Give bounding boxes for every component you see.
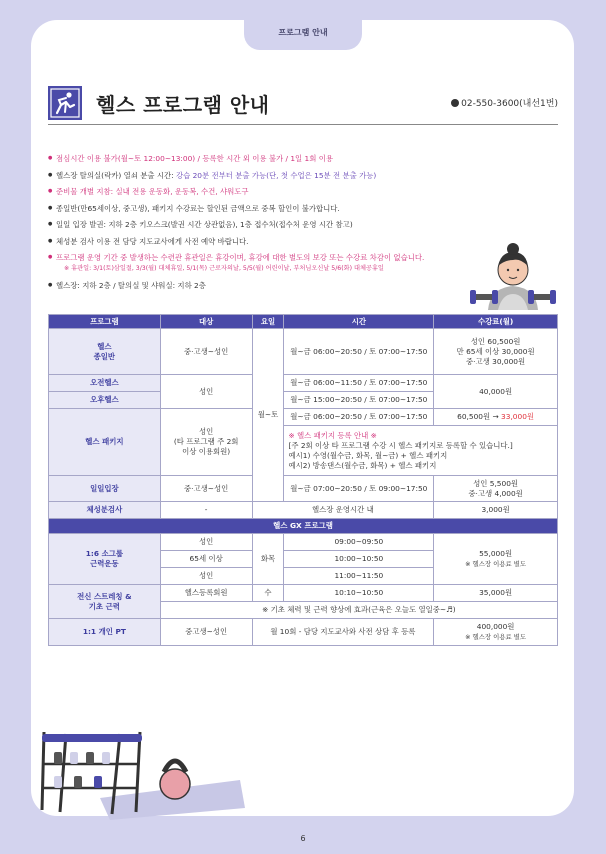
table-row [49,534,558,551]
program-name: 일일입장 [49,476,161,502]
target-cell: 성인 [160,534,252,551]
fee-line: 성인 60,500원 [470,336,521,346]
fee-cell [434,409,558,426]
note-line: ※ 헬스 패키지 등록 안내 ※ [288,430,377,440]
time-cell: 헬스장 운영시간 내 [252,502,434,519]
fee-note: ※ 헬스장 이용료 별도 [465,633,527,641]
phone-icon [451,99,459,107]
target-cell: 성인 [160,568,252,585]
program-name: 헬스 패키지 [49,409,161,476]
fee-cell [434,619,558,646]
table-row [49,619,558,646]
list-item: ● 일일 입장 발권: 지하 2층 키오스크(발권 시간 상관없음), 1층 접수처(접수처 운영 시간 참고) [48,218,468,235]
program-name: 체성분검사 [49,502,161,519]
header-time: 시간 [284,315,434,329]
page-number: 6 [300,834,306,843]
table-row [49,476,558,502]
program-name: 오후헬스 [49,392,161,409]
program-table [48,314,558,646]
program-name: 헬스 종일반 [49,329,161,375]
table-row [49,502,558,519]
gx-title-row [49,519,558,534]
program-name: 1:1 개인 PT [49,619,161,646]
table-row [49,375,558,392]
time-cell: 10:00~10:50 [284,551,434,568]
table-row [49,585,558,602]
header-program: 프로그램 [49,315,161,329]
note-line: [주 2회 이상 타 프로그램 수강 시 헬스 패키지로 등록할 수 있습니다.] [288,440,513,450]
dumbbell-person-illustration [468,240,558,310]
time-cell: 09:00~09:50 [284,534,434,551]
page-tab: 프로그램 안내 [244,20,362,50]
fee-cell: 3,000원 [434,502,558,519]
target-line: (타 프로그램 주 2회 [173,437,239,446]
time-cell: 월~금 07:00~20:50 / 토 09:00~17:50 [284,476,434,502]
time-cell: 월~금 06:00~20:50 / 토 07:00~17:50 [284,409,434,426]
target-cell: - [160,502,252,519]
note-highlight: 강습 20분 전부터 분출 가능(단, 첫 수업은 15분 전 분출 가능) [175,170,377,180]
gx2-note: ※ 기초 체력 및 근력 향상에 효과(근육은 오늘도 열일중~♬) [160,602,557,619]
fee-cell [434,476,558,502]
list-item [48,185,468,202]
target-cell: 성인 [160,375,252,409]
target-cell: 중고생~성인 [160,619,252,646]
fitness-icon [48,86,82,120]
note-sub: ※ 휴관일: 3/1(토)삼일절, 3/3(월) 대체휴일, 5/1(목) 근로자의날, 5/5(월) 어린이날, 부처님오신날 5/6(화) 대체공휴일 [64,265,384,272]
note-line: 예시1) 수영(월수금, 화목, 월~금) + 헬스 패키지 [288,450,448,460]
day-cell: 화목 [252,534,284,585]
program-name: 오전헬스 [49,375,161,392]
fee-line: 만 65세 이상 30,000원 [456,346,535,356]
target-cell: 65세 이상 [160,551,252,568]
day-cell: 수 [252,585,284,602]
header-target: 대상 [160,315,252,329]
time-cell: 10:10~10:50 [284,585,434,602]
note-text: 준비물 개별 지참: 실내 전용 운동화, 운동복, 수건, 샤워도구 [56,187,249,196]
gym-equipment-illustration [40,728,250,820]
program-name: 전신 스트레칭 & 기초 근력 [49,585,161,619]
fee-cell: 40,000원 [434,375,558,409]
target-line: 이상 이용회원) [182,447,231,456]
target-cell [160,409,252,476]
list-item: ● 종일반(만65세이상, 중고생), 패키지 수강료는 할인된 금액으로 중복 할인이 불가합니다. [48,202,468,219]
list-item [48,169,468,186]
fee-line: 55,000원 [479,549,513,558]
phone-number [451,96,558,109]
list-item: ● 체성분 검사 이용 전 담당 지도교사에게 사전 예약 바랍니다. [48,235,468,252]
notes-list [48,152,468,296]
page-title: 헬스 프로그램 안내 [96,93,270,117]
table-row [49,329,558,375]
fee-line: 중·고생 30,000원 [466,356,526,366]
fee-old: 60,500원 → [457,412,499,421]
note-text: 헬스장 탈의실(락카) 열쇠 분출 시간: [56,170,176,180]
fee-line: 성인 5,500원 [473,478,519,488]
time-cell: 월 10회 - 담당 지도교사와 사전 상담 후 등록 [252,619,434,646]
fee-line: 400,000원 [476,622,515,631]
header-fee: 수강료(월) [434,315,558,329]
header [48,86,558,120]
header-divider [48,124,558,125]
table-header-row [49,315,558,329]
program-name: 1:6 소그룹 근력운동 [49,534,161,585]
phone-text: 02-550-3600(내선1번) [461,99,558,109]
time-cell: 월~금 15:00~20:50 / 토 07:00~17:50 [284,392,434,409]
target-cell: 중·고생~성인 [160,329,252,375]
gx-title: 헬스 GX 프로그램 [49,519,558,534]
time-cell: 월~금 06:00~11:50 / 토 07:00~17:50 [284,375,434,392]
list-item [48,251,468,279]
time-cell: 11:00~11:50 [284,568,434,585]
target-cell: 중·고생~성인 [160,476,252,502]
fee-cell [434,329,558,375]
note-line: 예시2) 방송댄스(월수금, 화목) + 헬스 패키지 [288,460,437,470]
fee-line: 중·고생 4,000원 [468,488,523,498]
list-item: ● 점심시간 이용 불가(월~토 12:00~13:00) / 등록한 시간 외 이용 불가 / 1일 1회 이용 [48,152,468,169]
table-row [49,409,558,426]
note-text: 프로그램 운영 기간 중 발생하는 수련관 휴관일은 휴강이며, 휴강에 대한 별도의 보강 또는 수강료 차감이 없습니다. [56,253,425,262]
time-cell: 월~금 06:00~20:50 / 토 07:00~17:50 [284,329,434,375]
day-cell: 월~토 [252,329,284,502]
fee-cell: 35,000원 [434,585,558,602]
fee-note: ※ 헬스장 이용료 별도 [465,560,527,568]
header-day: 요일 [252,315,284,329]
fee-new: 33,000원 [501,412,535,421]
package-note [284,426,558,476]
fee-cell [434,534,558,585]
target-cell: 헬스등록회원 [160,585,252,602]
target-line: 성인 [199,427,214,436]
list-item: ● 헬스장: 지하 2층 / 탈의실 및 샤워실: 지하 2층 [48,279,468,296]
